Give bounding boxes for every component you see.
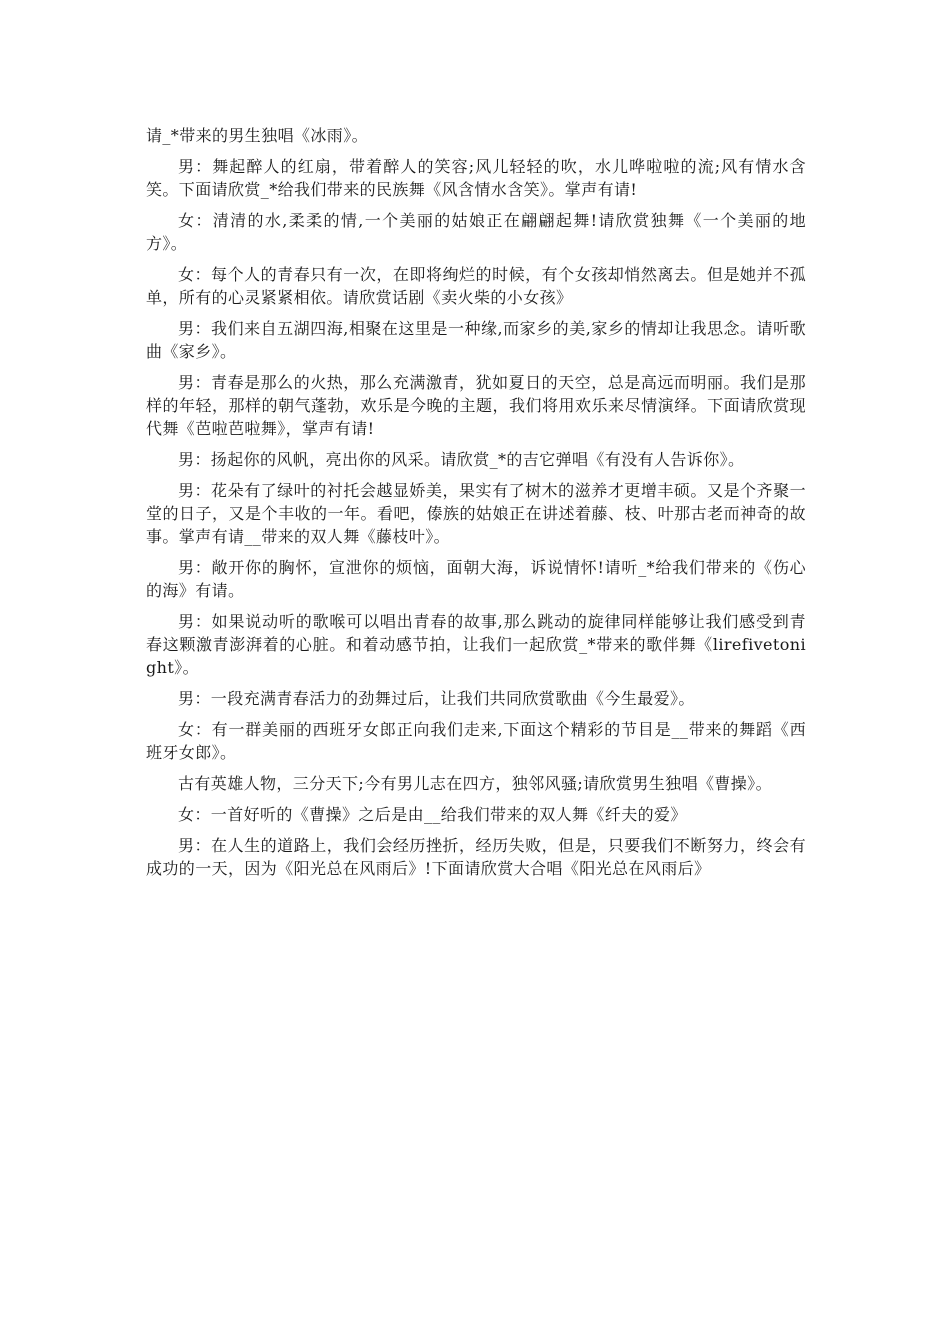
paragraph-5: 男：我们来自五湖四海,相聚在这里是一种缘,而家乡的美,家乡的情却让我思念。请听歌曲《家乡》。 [146,319,806,361]
paragraph-10: 男：如果说动听的歌喉可以唱出青春的故事,那么跳动的旋律同样能够让我们感受到青春这颗激青澎湃着的心脏。和着动感节拍，让我们一起欣赏_*带来的歌伴舞《lirefivetonight》。 [146,612,806,677]
paragraph-12: 女：有一群美丽的西班牙女郎正向我们走来,下面这个精彩的节目是__带来的舞蹈《西班牙女郎》。 [146,720,806,762]
paragraph-1: 请_*带来的男生独唱《冰雨》。 [146,126,369,145]
paragraph-7: 男：扬起你的风帆，亮出你的风采。请欣赏_*的吉它弹唱《有没有人告诉你》。 [178,450,745,469]
paragraph-9: 男：敞开你的胸怀，宣泄你的烦恼，面朝大海，诉说情怀!请听_*给我们带来的《伤心的海》有请。 [146,558,806,600]
paragraph-2: 男：舞起醉人的红扇，带着醉人的笑容;风儿轻轻的吹，水儿哗啦啦的流;风有情水含笑。下面请欣赏_*给我们带来的民族舞《风含情水含笑》。掌声有请! [146,157,806,199]
paragraph-3: 女：清清的水,柔柔的情,一个美丽的姑娘正在翩翩起舞!请欣赏独舞《一个美丽的地方》。 [146,211,806,253]
paragraph-8: 男：花朵有了绿叶的衬托会越显娇美，果实有了树木的滋养才更增丰硕。又是个齐聚一堂的日子，又是个丰收的一年。看吧，傣族的姑娘正在讲述着藤、枝、叶那古老而神奇的故事。掌声有请__带来的双人舞《藤枝叶》。 [146,481,806,546]
paragraph-11: 男：一段充满青春活力的劲舞过后，让我们共同欣赏歌曲《今生最爱》。 [178,689,695,708]
paragraph-4: 女：每个人的青春只有一次，在即将绚烂的时候，有个女孩却悄然离去。但是她并不孤单，所有的心灵紧紧相依。请欣赏话剧《卖火柴的小女孩》 [146,265,806,307]
paragraph-6: 男：青春是那么的火热，那么充满激青，犹如夏日的天空，总是高远而明丽。我们是那样的年轻，那样的朝气蓬勃，欢乐是今晚的主题，我们将用欢乐来尽情演绎。下面请欣赏现代舞《芭啦芭啦舞》，掌声有请! [146,373,806,438]
paragraph-13: 古有英雄人物，三分天下;今有男儿志在四方，独邻风骚;请欣赏男生独唱《曹操》。 [178,774,772,793]
paragraph-15: 男：在人生的道路上，我们会经历挫折，经历失败，但是，只要我们不断努力，终会有成功的一天，因为《阳光总在风雨后》!下面请欣赏大合唱《阳光总在风雨后》 [146,836,806,878]
document-body [146,124,806,888]
paragraph-14: 女：一首好听的《曹操》之后是由__给我们带来的双人舞《纤夫的爱》 [178,805,687,824]
